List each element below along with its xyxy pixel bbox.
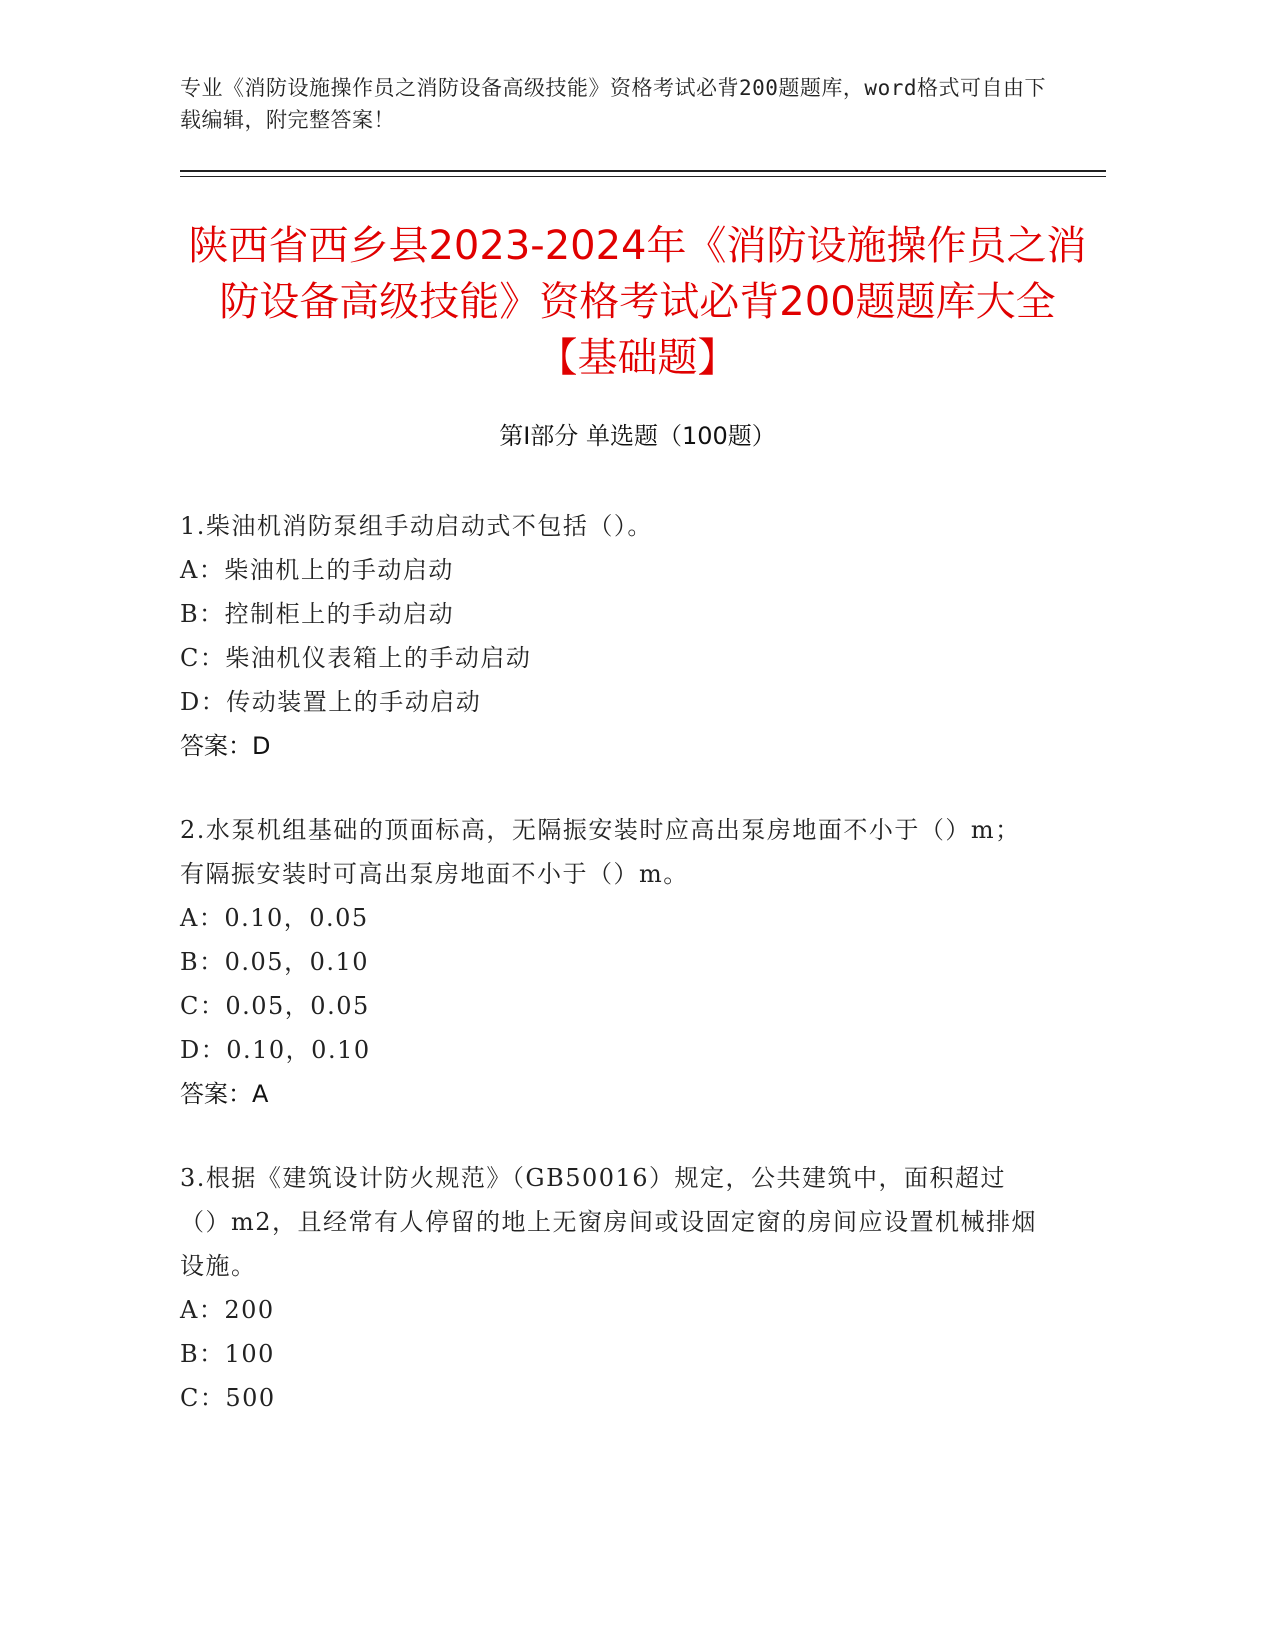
question-3 [180, 1156, 1040, 1420]
section-title: 第I部分 单选题（100题） [499, 422, 776, 450]
question-option-a: A：0.10，0.05 [180, 904, 369, 932]
question-option-d: D：0.10，0.10 [180, 1036, 371, 1064]
question-answer: 答案：A [180, 1080, 269, 1108]
question-1 [180, 504, 1040, 768]
question-option-a: A：柴油机上的手动启动 [180, 556, 454, 584]
question-option-c: C：柴油机仪表箱上的手动启动 [180, 644, 532, 672]
header-divider-thick [180, 170, 1106, 172]
question-answer: 答案：D [180, 732, 271, 760]
question-stem: 2.水泵机组基础的顶面标高，无隔振安装时应高出泵房地面不小于（）m；有隔振安装时可高出泵房地面不小于（）m。 [180, 816, 1021, 888]
document-title: 陕西省西乡县2023-2024年《消防设施操作员之消防设备高级技能》资格考试必背200题题库大全【基础题】 [188, 223, 1087, 381]
header-note: 专业《消防设施操作员之消防设备高级技能》资格考试必背200题题库，word格式可自由下载编辑，附完整答案！ [180, 76, 1046, 132]
question-option-d: D：传动装置上的手动启动 [180, 688, 482, 716]
question-2 [180, 808, 1040, 1116]
question-option-a: A：200 [180, 1296, 275, 1324]
question-option-b: B：控制柜上的手动启动 [180, 600, 455, 628]
question-option-b: B：100 [180, 1340, 275, 1368]
question-option-c: C：500 [180, 1384, 276, 1412]
header-divider-thin [180, 176, 1106, 177]
question-option-c: C：0.05，0.05 [180, 992, 370, 1020]
question-stem: 1.柴油机消防泵组手动启动式不包括（）。 [180, 512, 653, 540]
question-stem: 3.根据《建筑设计防火规范》（GB50016）规定，公共建筑中，面积超过（）m2，且经常有人停留的地上无窗房间或设固定窗的房间应设置机械排烟设施。 [180, 1164, 1038, 1280]
question-option-b: B：0.05，0.10 [180, 948, 370, 976]
